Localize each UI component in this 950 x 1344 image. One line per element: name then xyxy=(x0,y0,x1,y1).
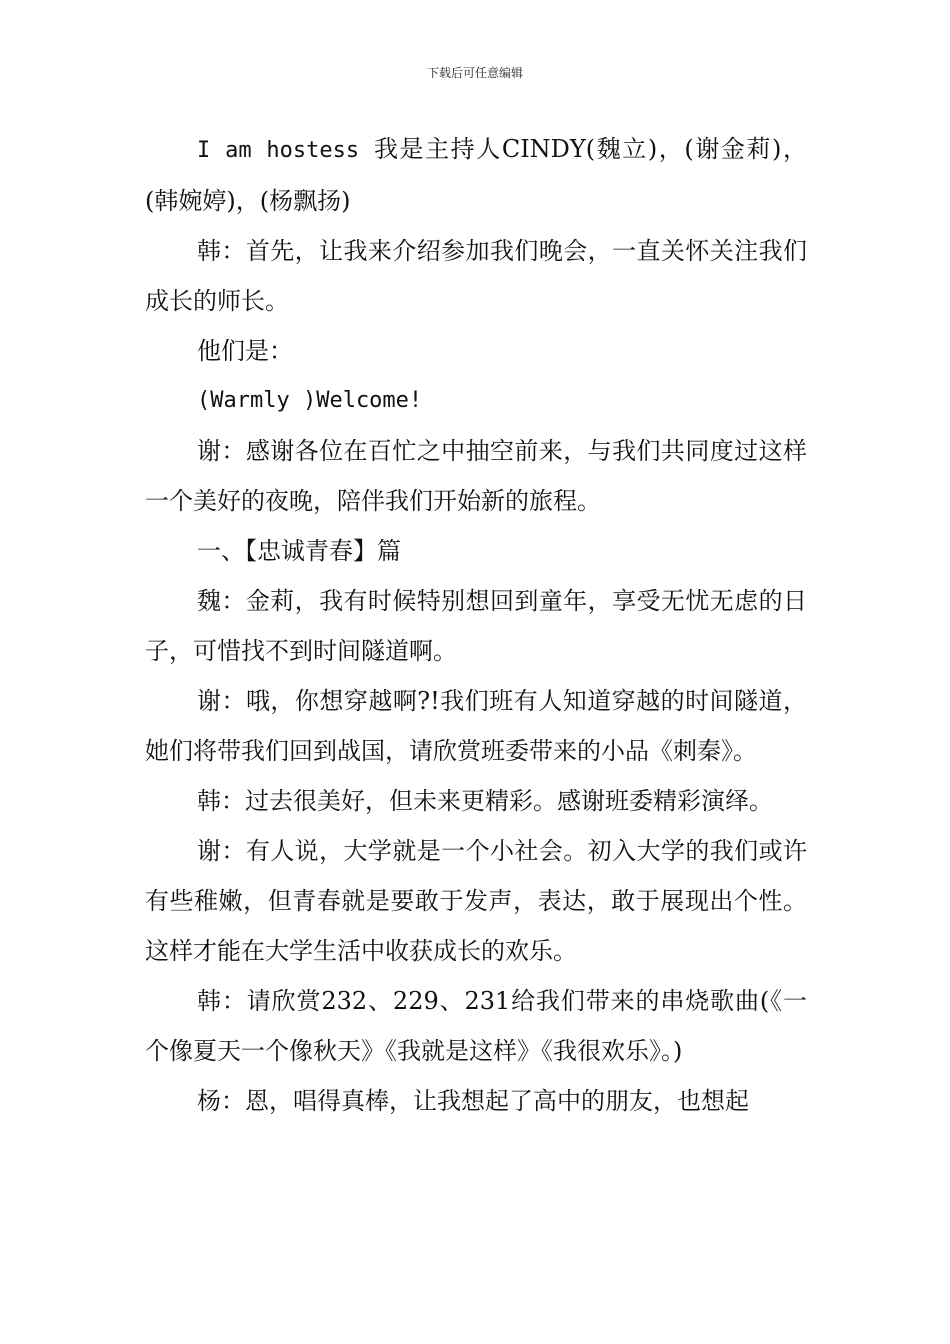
paragraph-xie-time-travel: 谢：哦，你想穿越啊?!我们班有人知道穿越的时间隧道，她们将带我们回到战国，请欣赏班委带来的小品《刺秦》。 xyxy=(145,687,807,765)
paragraph-yang-friends: 杨：恩，唱得真棒，让我想起了高中的朋友，也想起 xyxy=(197,1087,749,1115)
paragraph-host-intro-latin: I am hostess xyxy=(197,138,374,163)
paragraph-wei-childhood: 魏：金莉，我有时候特别想回到童年，享受无忧无虑的日子，可惜找不到时间隧道啊。 xyxy=(145,587,807,665)
page-header-note: 下载后可任意编辑 xyxy=(426,66,523,80)
document-body xyxy=(145,124,807,1126)
paragraph-they-are: 他们是： xyxy=(197,337,293,365)
paragraph-han-intro: 韩：首先，让我来介绍参加我们晚会，一直关怀关注我们成长的师长。 xyxy=(145,237,807,315)
paragraph-han-future: 韩：过去很美好，但未来更精彩。感谢班委精彩演绎。 xyxy=(197,787,773,815)
paragraph-welcome: (Warmly )Welcome! xyxy=(197,388,423,413)
paragraph-host-intro-text: 我是主持人CINDY(魏立)，(谢金莉)，(韩婉婷)，(杨飘扬) xyxy=(145,135,808,215)
paragraph-xie-thanks: 谢：感谢各位在百忙之中抽空前来，与我们共同度过这样一个美好的夜晚，陪伴我们开始新的旅程。 xyxy=(145,437,807,515)
paragraph-host-intro xyxy=(145,124,807,226)
paragraph-xie-university: 谢：有人说，大学就是一个小社会。初入大学的我们或许有些稚嫩，但青春就是要敢于发声，表达，敢于展现出个性。这样才能在大学生活中收获成长的欢乐。 xyxy=(145,837,807,965)
paragraph-han-songs: 韩：请欣赏232、229、231给我们带来的串烧歌曲(《一个像夏天一个像秋天》《我就是这样》《我很欢乐》。) xyxy=(145,987,807,1065)
paragraph-section-heading: 一、【忠诚青春】篇 xyxy=(197,537,401,565)
